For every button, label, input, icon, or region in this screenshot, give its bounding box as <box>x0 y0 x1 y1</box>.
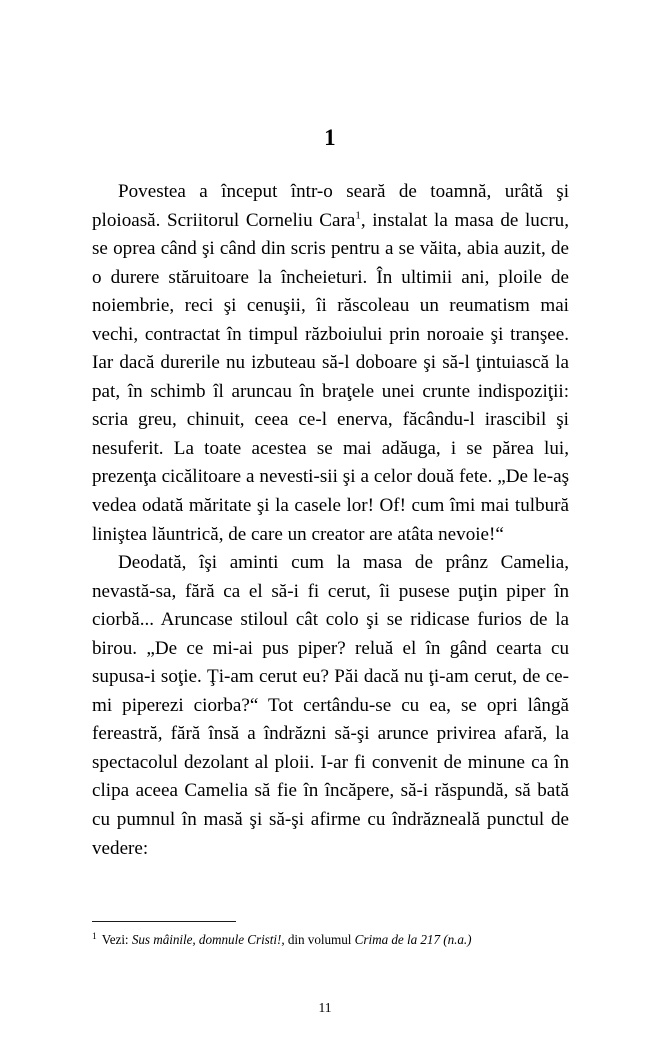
paragraph-1 <box>92 178 569 549</box>
footnote-marker: 1 <box>92 931 97 942</box>
footnote-volume: Crima de la 217 <box>354 932 440 947</box>
footnote-title: Sus mâinile, domnule Cristi! <box>131 932 282 947</box>
footnote-1 <box>92 931 569 948</box>
page-number: 11 <box>318 1000 332 1015</box>
footnote-middle: , din volumul <box>281 932 355 947</box>
paragraph-1-rest: , instalat la masa de lucru, se oprea când şi când din scris pentru a se văita, abia auzit, de o durere stăruitoare la încheieturi. În ultimii ani, ploile de noiembrie, reci şi cenuşii, îi răscoleau un reumatism mai vechi, contractat în timpul războiului prin noroaie şi tranşee. Iar dacă durerile nu izbuteau să-l doboare şi să-l ţintuiască la pat, în schimb îl aruncau în braţele unei crunte indispoziţii: scria greu, chinuit, ceea ce-l enerva, făcându-l irascibil şi nesuferit. La toate acestea se mai adăuga, i se părea lui, prezenţa cicălitoare a nevesti-sii şi a celor două fete. „De le-aş vedea odată măritate şi la casele lor! Of! cum îmi mai tulbură liniştea lăuntrică, de care un creator are atâta nevoie!“ <box>92 209 569 545</box>
footnote-prefix: Vezi: <box>101 932 129 947</box>
footnote-reference-1[interactable]: 1 <box>355 209 361 222</box>
footnote-suffix: (n.a.) <box>440 932 472 947</box>
paragraph-2: Deodată, îşi aminti cum la masa de prânz Camelia, nevastă-sa, fără ca el să-i fi cerut, îi pusese puţin piper în ciorbă... Aruncase stiloul cât colo şi se ridicase furios de la birou. „De ce mi-ai pus piper? reluă el în gând cearta cu supusa-i soţie. Ţi-am cerut eu? Păi dacă nu ţi-am cerut, de ce-mi piperezi ciorba?“ Tot certându-se cu ea, se opri lângă fereastră, fără însă a îndrăzni să-şi arunce privirea afară, la spectacolul dezolant al ploii. I-ar fi convenit de minune ca în clipa aceea Camelia să fie în încăpere, să-i răspundă, să bată cu pumnul în masă şi să-şi afirme cu îndrăzneală punctul de vedere: <box>92 552 569 859</box>
chapter-number-heading: 1 <box>324 125 336 150</box>
footnote-separator-rule <box>92 921 236 922</box>
body-text-block <box>92 178 569 863</box>
paragraph-1-lead: Povestea a început într-o seară de toamnă, urâtă şi ploioasă. Scriitorul Corneliu Cara <box>92 181 569 231</box>
footnote-area <box>92 921 569 948</box>
